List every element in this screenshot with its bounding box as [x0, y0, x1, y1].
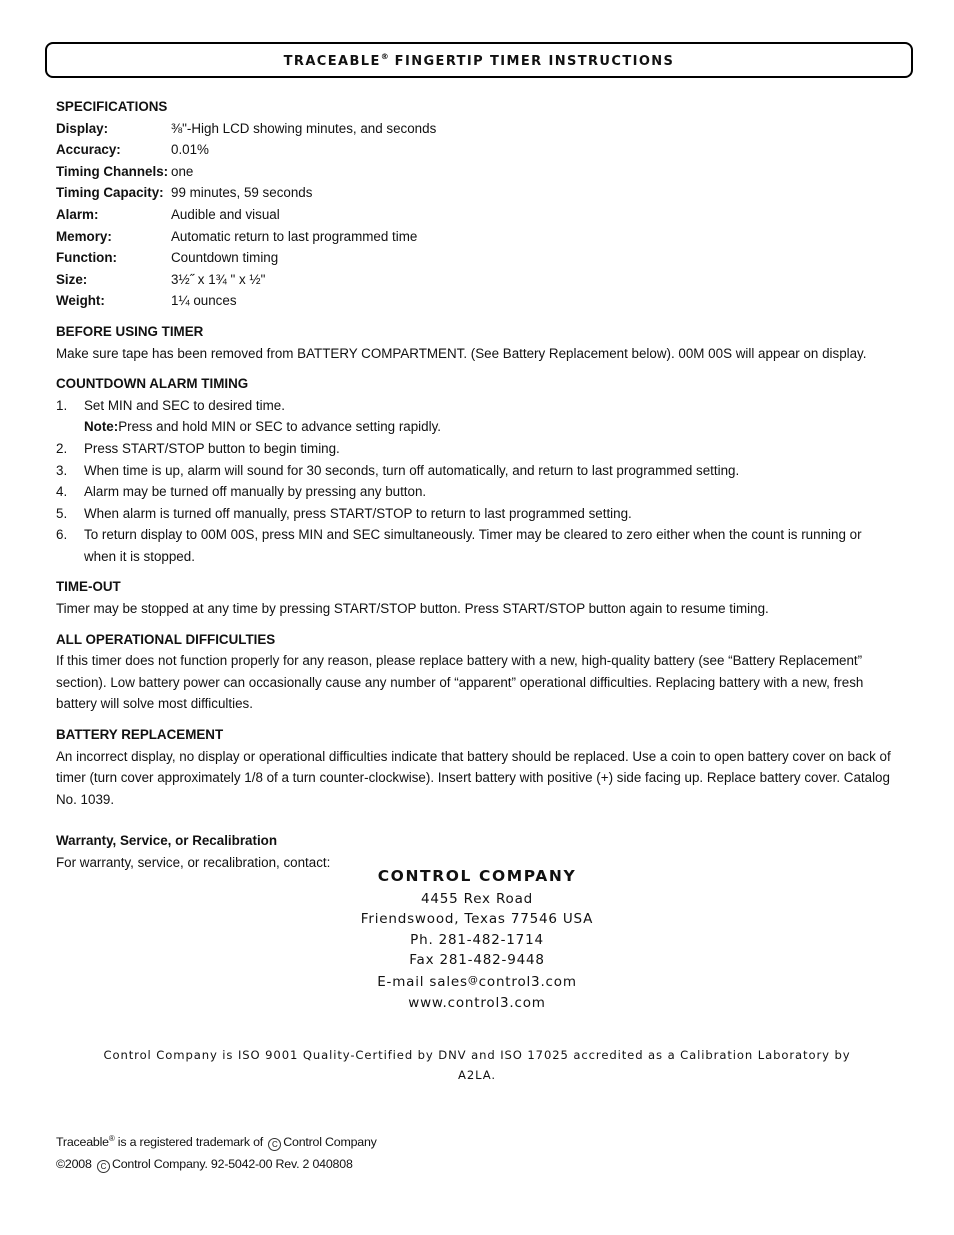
list-item: 4. Alarm may be turned off manually by pressing any button.: [56, 484, 427, 500]
list-item: 5. When alarm is turned off manually, press START/STOP to return to last programmed setting.: [56, 505, 632, 521]
countdown-heading: COUNTDOWN ALARM TIMING: [56, 376, 249, 392]
company-address-city: Friendswood, Texas 77546 USA: [360, 911, 594, 928]
company-address-street: 4455 Rex Road: [420, 890, 534, 907]
spec-label: Size:: [56, 271, 88, 287]
page-title: TRACEABLE® FINGERTIP TIMER INSTRUCTIONS: [283, 51, 675, 69]
list-item: 2. Press START/STOP button to begin timing.: [56, 440, 340, 456]
list-item: 6. To return display to 00M 00S, press MIN and SEC simultaneously. Timer may be cleared to zero either when the count is running or when it is stopped.: [56, 527, 862, 564]
spec-row: [56, 161, 896, 183]
spec-value: Audible and visual: [171, 206, 280, 222]
difficulties-text: If this timer does not function properly for any reason, please replace battery with a new, high-quality battery (see “Battery Replacement” section). Low battery power can occasionally cause any number of “apparent” operational difficulties. Replacing battery with a new, fresh battery will solve most difficulties.: [56, 653, 864, 712]
spec-value: 99 minutes, 59 seconds: [171, 185, 313, 201]
spec-row: [56, 204, 896, 226]
list-item: 3. When time is up, alarm will sound for 30 seconds, turn off automatically, and return to last programmed setting.: [56, 462, 740, 478]
control-company-c-logo-icon: C: [268, 1138, 281, 1151]
spec-value: 3½˝ x 1¾ " x ½": [171, 271, 266, 287]
spec-label: Weight:: [56, 293, 105, 309]
spec-value: 0.01%: [171, 142, 209, 158]
spec-label: Display:: [56, 120, 109, 136]
spec-value: 1¼ ounces: [171, 293, 237, 309]
difficulties-heading: ALL OPERATIONAL DIFFICULTIES: [56, 631, 276, 647]
spec-row: [56, 118, 896, 140]
battery-heading: BATTERY REPLACEMENT: [56, 727, 224, 743]
copyright-line: ©2008 C Control Company. 92-5042-00 Rev. 2 040808: [56, 1157, 353, 1171]
spec-value: Automatic return to last programmed time: [171, 228, 418, 244]
company-email: E-mail sales@control3.com: [377, 973, 577, 990]
countdown-steps: [56, 395, 896, 568]
spec-row: [56, 226, 896, 248]
footer: [56, 1128, 377, 1175]
timeout-heading: TIME-OUT: [56, 579, 121, 595]
spec-label: Alarm:: [56, 206, 99, 222]
company-name: CONTROL COMPANY: [377, 867, 577, 885]
spec-row: [56, 139, 896, 161]
before-using-text: Make sure tape has been removed from BATTERY COMPARTMENT. (See Battery Replacement below). 00M 00S will appear on display.: [56, 345, 867, 361]
spec-value: Countdown timing: [171, 250, 279, 266]
countdown-note: Note: Press and hold MIN or SEC to advance setting rapidly.: [84, 419, 441, 435]
specifications-heading: SPECIFICATIONS: [56, 99, 168, 114]
spec-label: Memory:: [56, 228, 112, 244]
battery-text: An incorrect display, no display or operational difficulties indicate that battery should be replaced. Use a coin to open battery cover on back of timer (turn cover approximately 1/8 of a turn counter-clockwise). Insert battery with positive (+) side facing up. Replace battery cover. Catalog No. 1039.: [56, 748, 891, 807]
company-contact-block: [0, 866, 954, 1013]
control-company-c-logo-icon: C: [97, 1160, 110, 1173]
instructions-content: [56, 96, 896, 874]
spec-label: Function:: [56, 250, 117, 266]
trademark-line: Traceable® is a registered trademark of C Control Company: [56, 1134, 377, 1149]
spec-label: Timing Channels:: [56, 163, 169, 179]
spec-value: ⅜"-High LCD showing minutes, and seconds: [171, 120, 437, 136]
iso-statement: Control Company is ISO 9001 Quality-Certified by DNV and ISO 17025 accredited as a Calibration Laboratory by A2LA.: [103, 1048, 851, 1082]
title-box: [45, 42, 913, 78]
spec-row: [56, 247, 896, 269]
company-website: www.control3.com: [408, 994, 546, 1011]
timeout-text: Timer may be stopped at any time by pressing START/STOP button. Press START/STOP button again to resume timing.: [56, 601, 769, 617]
specifications-list: [56, 118, 896, 312]
company-fax: Fax 281-482-9448: [409, 952, 545, 969]
spec-row: [56, 182, 896, 204]
spec-value: one: [171, 163, 194, 179]
list-item: 1. Set MIN and SEC to desired time.: [56, 397, 285, 413]
spec-label: Accuracy:: [56, 142, 121, 158]
warranty-heading: Warranty, Service, or Recalibration: [56, 833, 278, 849]
company-phone: Ph. 281-482-1714: [410, 931, 544, 948]
warranty-text: For warranty, service, or recalibration, contact:: [56, 855, 331, 870]
spec-label: Timing Capacity:: [56, 185, 164, 201]
before-using-heading: BEFORE USING TIMER: [56, 323, 204, 339]
spec-row: [56, 290, 896, 312]
spec-row: [56, 269, 896, 291]
